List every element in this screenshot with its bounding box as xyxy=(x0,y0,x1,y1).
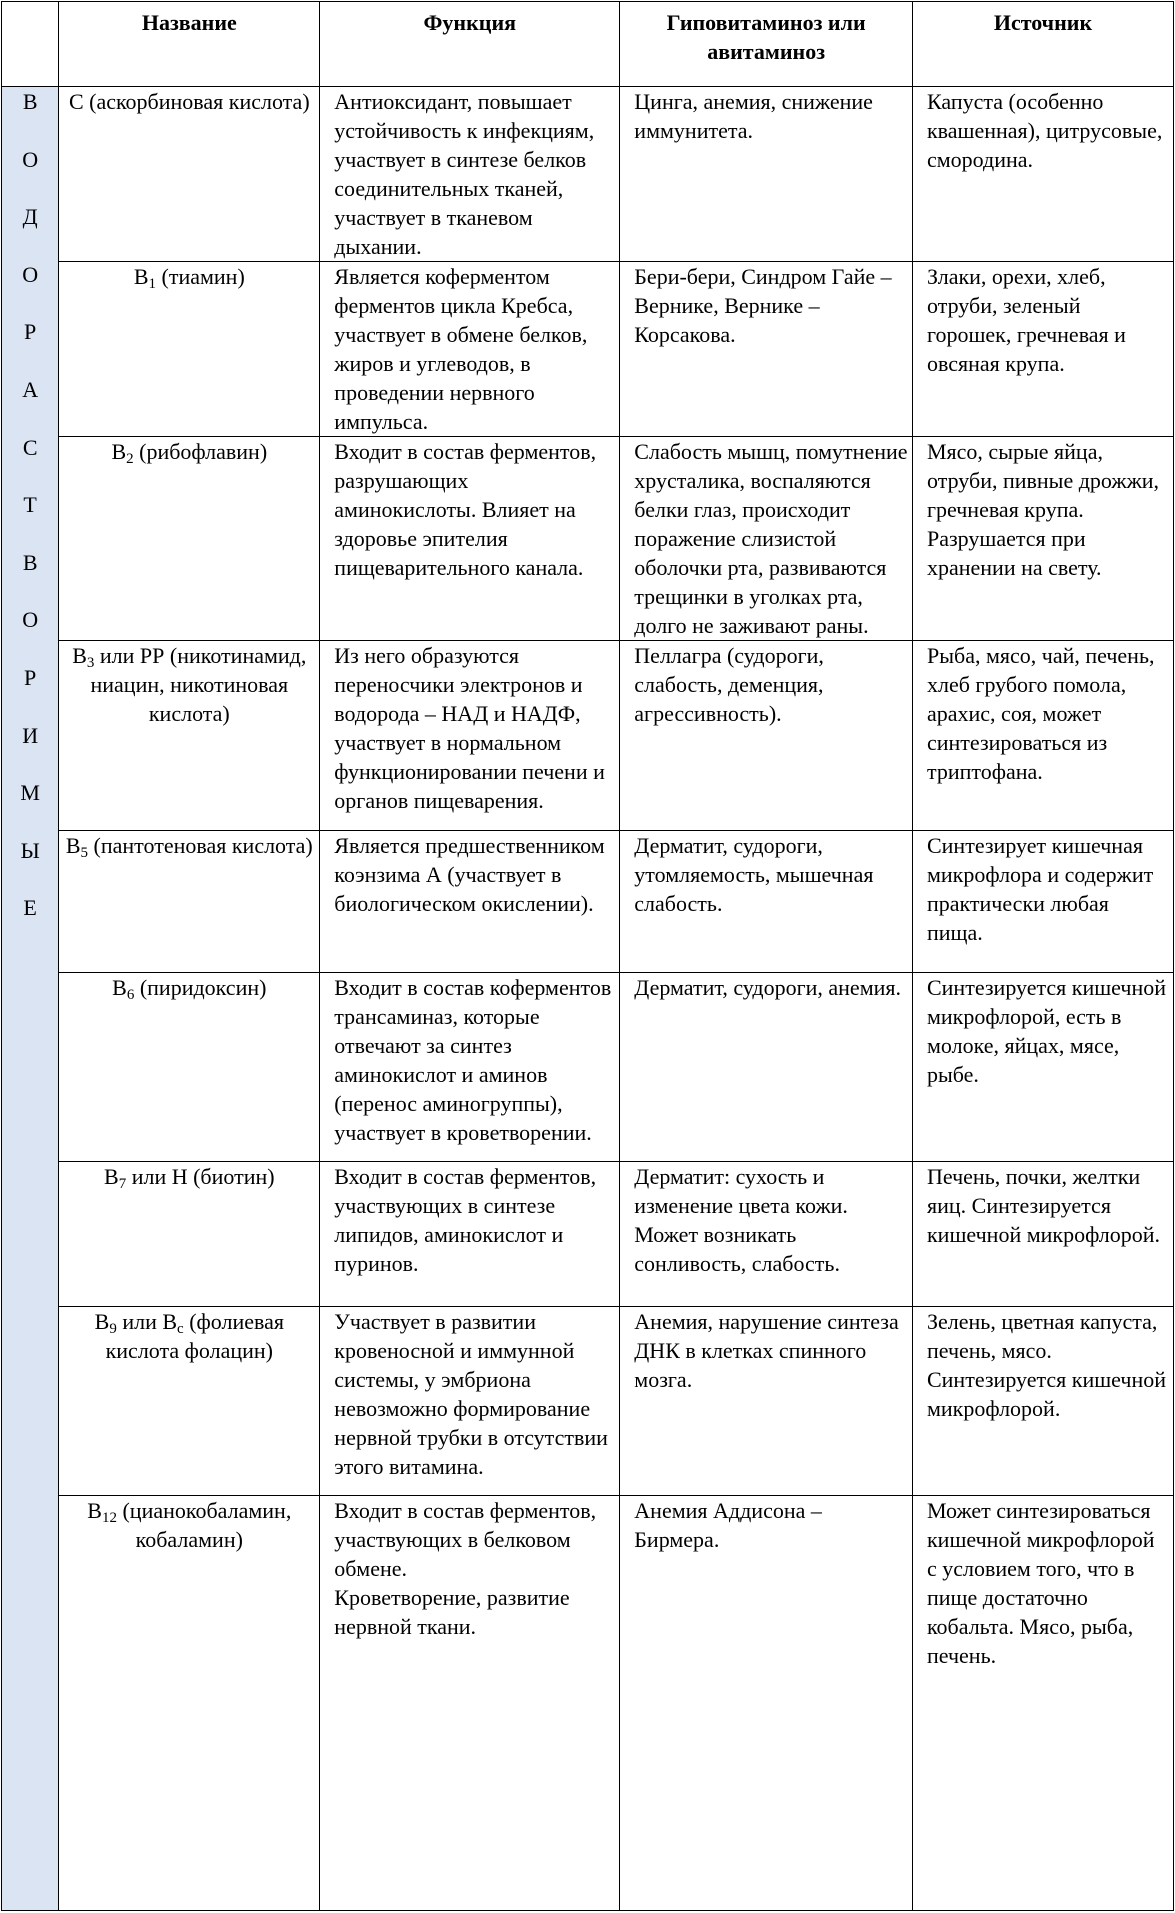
table-row xyxy=(2,1307,1174,1496)
header-deficiency: Гиповитаминоз или авитаминоз xyxy=(620,2,913,87)
header-source: Источник xyxy=(912,2,1173,87)
vitamin-name xyxy=(59,831,320,973)
group-label-letter: М xyxy=(20,780,40,806)
vitamin-name-text: С (аскорбиновая кислота) xyxy=(68,89,310,114)
vitamin-source: Печень, почки, желтки яиц. Синтезируется кишечной микрофлорой. xyxy=(912,1162,1173,1307)
vitamin-name xyxy=(59,1496,320,1911)
vitamin-name xyxy=(59,87,320,262)
vitamin-name-prefix: В xyxy=(94,1309,110,1334)
vitamin-name-subscript: 2 xyxy=(126,451,134,467)
group-label-letter: А xyxy=(22,376,39,402)
table-row xyxy=(2,437,1174,641)
vitamin-source: Синтезирует кишечная микрофлора и содержит практически любая пища. xyxy=(912,831,1173,973)
vitamin-name-subscript: 6 xyxy=(126,987,135,1003)
group-label-letter: И xyxy=(22,722,39,748)
group-label-letter: Т xyxy=(23,492,37,518)
table-row xyxy=(2,1496,1174,1911)
vitamin-name-suffix: или Н (биотин) xyxy=(126,1164,275,1189)
vitamin-name xyxy=(59,1162,320,1307)
vitamin-name-suffix: (рибофлавин) xyxy=(133,439,268,464)
vitamin-function: Является предшественником коэнзима А (участвует в биологическом окислении). xyxy=(320,831,620,973)
vitamin-name-prefix: В xyxy=(133,264,149,289)
vitamin-source: Капуста (особенно квашенная), цитрусовые, смородина. xyxy=(912,87,1173,262)
vitamin-name-prefix: В xyxy=(104,1164,119,1189)
vitamin-function: Входит в состав коферментов трансаминаз, которые отвечают за синтез аминокислот и аминов (перенос аминогруппы), участвует в кроветворении. xyxy=(320,973,620,1162)
vitamin-deficiency: Анемия Аддисона – Бирмера. xyxy=(620,1496,913,1911)
vitamin-function: Антиоксидант, повышает устойчивость к инфекциям, участвует в синтезе белков соединительных тканей, участвует в тканевом дыхании. xyxy=(320,87,620,262)
vitamin-name-tail: (фолиевая кислота фолацин) xyxy=(105,1309,284,1363)
group-label-letter: О xyxy=(22,146,39,172)
vitamin-name-subscript: 3 xyxy=(86,655,95,671)
table-row xyxy=(2,262,1174,437)
vitamin-deficiency: Слабость мышц, помутнение хрусталика, воспаляются белки глаз, происходит поражение слизистой оболочки рта, развиваются трещинки в уголках рта, долго не заживают раны. xyxy=(620,437,913,641)
vitamin-source: Синтезируется кишечной микрофлорой, есть в молоке, яйцах, мясе, рыбе. xyxy=(912,973,1173,1162)
header-name: Название xyxy=(59,2,320,87)
group-label-letter: Д xyxy=(22,204,38,230)
header-empty-cell xyxy=(2,2,59,87)
vitamin-function: Из него образуются переносчики электронов и водорода – НАД и НАДФ, участвует в нормальном функционировании печени и органов пищеварения. xyxy=(320,641,620,831)
vitamin-name-prefix: В xyxy=(111,439,127,464)
vitamin-deficiency: Анемия, нарушение синтеза ДНК в клетках спинного мозга. xyxy=(620,1307,913,1496)
vitamin-deficiency: Дерматит, судороги, утомляемость, мышечная слабость. xyxy=(620,831,913,973)
vitamin-name-suffix: (пиридоксин) xyxy=(134,975,267,1000)
group-label-letter: Ы xyxy=(20,837,40,863)
table-row xyxy=(2,973,1174,1162)
table-row xyxy=(2,831,1174,973)
header-row xyxy=(2,2,1174,87)
vitamins-table xyxy=(1,1,1174,1911)
vitamin-function: Входит в состав ферментов, участвующих в синтезе липидов, аминокислот и пуринов. xyxy=(320,1162,620,1307)
vitamin-name-suffix: (цианокобаламин, кобаламин) xyxy=(116,1498,292,1552)
vitamin-function: Входит в состав ферментов, разрушающих аминокислоты. Влияет на здоровье эпителия пищеварительного канала. xyxy=(320,437,620,641)
vitamin-name xyxy=(59,437,320,641)
vitamin-name-subscript: 9 xyxy=(109,1321,117,1337)
vitamin-name-prefix: В xyxy=(65,833,81,858)
vitamin-deficiency: Дерматит: сухость и изменение цвета кожи. Может возникать сонливость, слабость. xyxy=(620,1162,913,1307)
group-label-letter: Р xyxy=(24,664,37,690)
vitamin-name-subscript: 7 xyxy=(118,1176,127,1192)
vitamin-name-suffix: (пантотеновая кислота) xyxy=(88,833,313,858)
vitamin-deficiency: Пеллагра (судороги, слабость, деменция, агрессивность). xyxy=(620,641,913,831)
vitamin-name-subscript: 12 xyxy=(101,1510,117,1526)
group-label-letter: С xyxy=(22,434,38,460)
header-function: Функция xyxy=(320,2,620,87)
vitamin-deficiency: Дерматит, судороги, анемия. xyxy=(620,973,913,1162)
vitamin-source: Зелень, цветная капуста, печень, мясо. Синтезируется кишечной микрофлорой. xyxy=(912,1307,1173,1496)
group-label-letter: В xyxy=(22,89,38,114)
vitamin-source: Может синтезироваться кишечной микрофлорой с условием того, что в пище достаточно кобальта. Мясо, рыба, печень. xyxy=(912,1496,1173,1911)
vitamin-name-subscript: 1 xyxy=(148,276,156,292)
vitamin-name-suffix: или РР (никотинамид, ниацин, никотиновая кислота) xyxy=(90,643,307,726)
table-row xyxy=(2,641,1174,831)
group-label-water-soluble xyxy=(2,87,59,1911)
vitamin-name-prefix: В xyxy=(87,1498,102,1523)
vitamin-source: Мясо, сырые яйца, отруби, пивные дрожжи, гречневая крупа. Разрушается при хранении на свету. xyxy=(912,437,1173,641)
group-label-letter: Е xyxy=(23,895,37,921)
vitamin-source: Злаки, орехи, хлеб, отруби, зеленый горошек, гречневая и овсяная крупа. xyxy=(912,262,1173,437)
vitamin-name xyxy=(59,1307,320,1496)
table-row xyxy=(2,1162,1174,1307)
vitamin-function: Является коферментом ферментов цикла Кребса, участвует в обмене белков, жиров и углеводов, в проведении нервного импульса. xyxy=(320,262,620,437)
vitamin-function: Участвует в развитии кровеносной и иммунной системы, у эмбриона невозможно формирование нервной трубки в отсутствии этого витамина. xyxy=(320,1307,620,1496)
vitamin-name xyxy=(59,262,320,437)
vitamin-name xyxy=(59,973,320,1162)
vitamin-name xyxy=(59,641,320,831)
vitamin-name-prefix: В xyxy=(112,975,127,1000)
vitamin-name-suffix: или В xyxy=(116,1309,178,1334)
vitamin-function: Входит в состав ферментов, участвующих в белковом обмене. Кроветворение, развитие нервной ткани. xyxy=(320,1496,620,1911)
vitamin-deficiency: Цинга, анемия, снижение иммунитета. xyxy=(620,87,913,262)
vitamin-source: Рыба, мясо, чай, печень, хлеб грубого помола, арахис, соя, может синтезироваться из триптофана. xyxy=(912,641,1173,831)
vitamin-deficiency: Бери-бери, Синдром Гайе – Вернике, Вернике – Корсакова. xyxy=(620,262,913,437)
group-label-letter: Р xyxy=(24,319,37,345)
vitamin-name-subscript: с xyxy=(177,1321,184,1337)
vitamin-name-suffix: (тиамин) xyxy=(156,264,245,289)
group-label-letter: О xyxy=(22,261,39,287)
vitamin-name-prefix: В xyxy=(72,643,87,668)
group-label-letter: В xyxy=(22,549,38,575)
group-label-letter: О xyxy=(22,607,39,633)
vitamin-name-subscript: 5 xyxy=(80,845,89,861)
table-row xyxy=(2,87,1174,262)
